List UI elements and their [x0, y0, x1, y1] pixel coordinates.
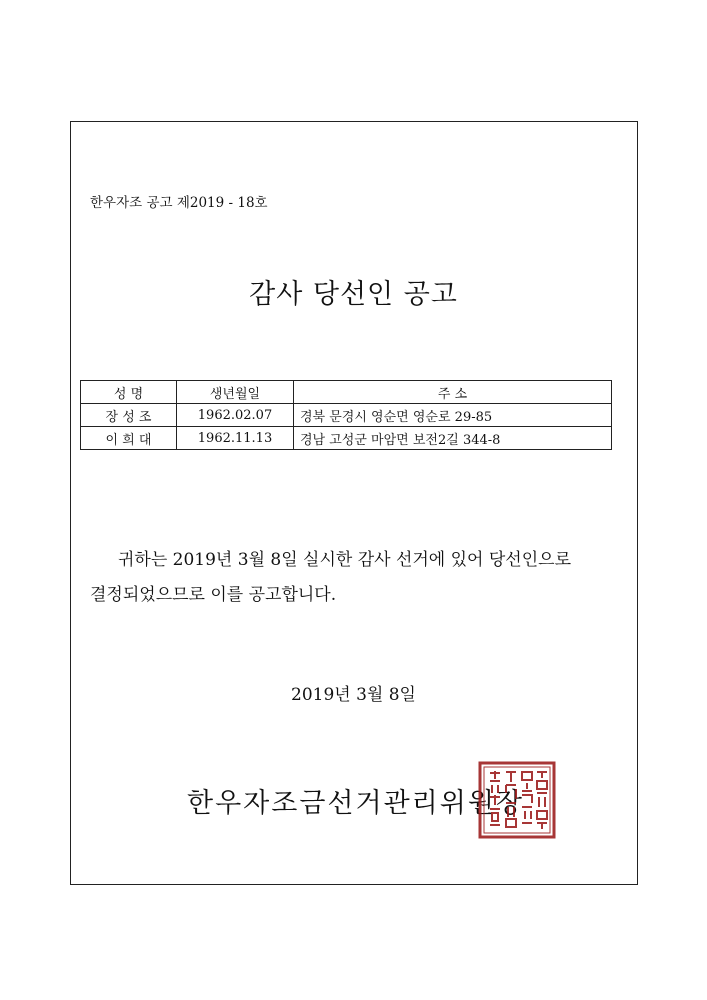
body-line-1	[90, 543, 630, 578]
header-birth: 생년월일	[177, 381, 294, 404]
cell-name: 장 성 조	[81, 404, 177, 427]
committee-chair-name: 한우자조금선거관리위원장	[187, 788, 524, 819]
page-title: 감사 당선인 공고	[249, 279, 458, 310]
cell-birth: 1962.02.07	[177, 404, 294, 427]
official-seal-icon	[478, 761, 556, 839]
body-line-2: 결정되었으므로 이를 공고합니다.	[90, 585, 337, 605]
cell-address: 경남 고성군 마암면 보전2길 344-8	[294, 427, 612, 450]
table-row	[81, 404, 612, 427]
cell-address: 경북 문경시 영순면 영순로 29-85	[294, 404, 612, 427]
notice-number: 한우자조 공고 제2019 - 18호	[90, 195, 268, 211]
table-header-row	[81, 381, 612, 404]
header-name: 성 명	[81, 381, 177, 404]
elected-table	[80, 380, 612, 450]
cell-name: 이 희 대	[81, 427, 177, 450]
notice-body	[90, 543, 630, 613]
body-line-1-text: 귀하는 2019년 3월 8일 실시한 감사 선거에 있어 당선인으로	[118, 550, 571, 570]
notice-date: 2019년 3월 8일	[291, 685, 416, 705]
cell-birth: 1962.11.13	[177, 427, 294, 450]
table-row	[81, 427, 612, 450]
header-address: 주 소	[294, 381, 612, 404]
